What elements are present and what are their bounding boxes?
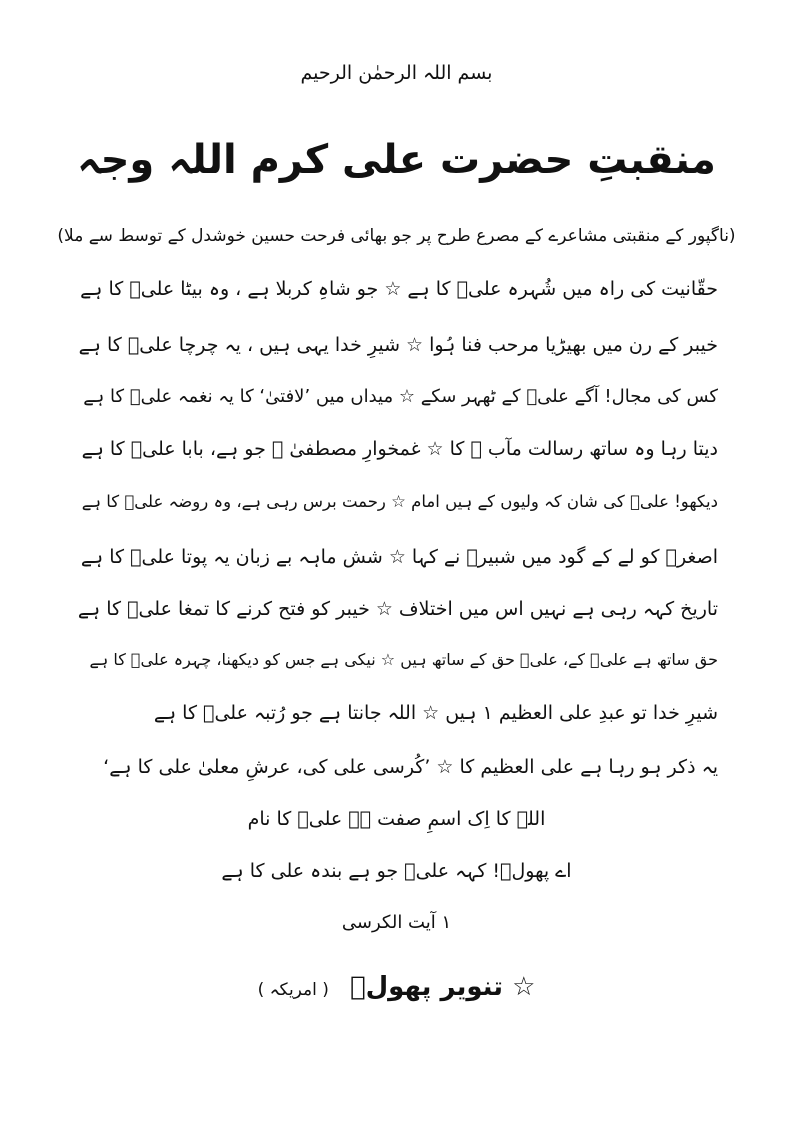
poet-location: ( امریکہ ) [257,980,329,1000]
closing-line: اللہ کا اِک اسمِ صفت ہے علیؑ کا نام [247,808,546,830]
subtitle: (ناگپور کے منقبتی مشاعرے کے مصرع طرح پر جو بھائی فرحت حسین خوشدل کے توسط سے ملا) [57,226,736,246]
verse-line: دیتا رہا وہ ساتھ رسالت مآب ﷺ کا ☆ غمخوارِ مصطفیٰ ﷺ جو ہے، بابا علیؑ کا ہے [81,438,718,460]
verse-line: تاریخ کہہ رہی ہے نہیں اس میں اختلاف ☆ خیبر کو فتح کرنے کا تمغا علیؑ کا ہے [77,598,718,620]
verse-line: شیرِ خدا تو عبدِ علی العظیم ۱ ہیں ☆ اللہ جانتا ہے جو رُتبہ علیؑ کا ہے [153,702,718,724]
verse-line: حق ساتھ ہے علیؑ کے، علیؑ حق کے ساتھ ہیں ☆ نیکی ہے جس کو دیکھنا، چہرہ علیؑ کا ہے [89,650,718,669]
footnote: ۱ آیت الکرسی [341,912,452,933]
verse-line: حقّانیت کی راہ میں شُہرہ علیؑ کا ہے ☆ جو شاہِ کربلا ہے ، وہ بیٹا علیؑ کا ہے [80,278,718,300]
verse-line: خیبر کے رن میں بھیڑیا مرحب فنا ہُوا ☆ شیرِ خدا یہی ہیں ، یہ چرچا علیؑ کا ہے [78,334,718,356]
closing-line: اے پھولؔ! کہہ علیؑ جو ہے بندہ علی کا ہے [221,860,572,882]
verse-line: اصغرؑ کو لے کے گود میں شبیرؑ نے کہا ☆ شش ماہہ بے زبان یہ پوتا علیؑ کا ہے [80,546,718,568]
verse-line: کس کی مجال! آگے علیؑ کے ٹھہر سکے ☆ میداں میں ’لافتیٰ‘ کا یہ نغمہ علیؑ کا ہے [83,386,718,407]
poet-name: ☆ تنویر پھولؔ [350,972,536,1002]
bismillah: بسم اللہ الرحمٰن الرحیم [300,62,493,84]
verse-line: یہ ذکر ہو رہا ہے علی العظیم کا ☆ ’کُرسی علی کی، عرشِ معلیٰ علی کا ہے‘ [103,756,718,778]
page-title: منقبتِ حضرت علی کرم اللہ وجہ [77,137,716,183]
verse-line: دیکھو! علیؑ کی شان کہ ولیوں کے ہیں امام ☆ رحمت برس رہی ہے، وہ روضہ علیؑ کا ہے [81,492,718,511]
poet-signature [60,972,733,1003]
